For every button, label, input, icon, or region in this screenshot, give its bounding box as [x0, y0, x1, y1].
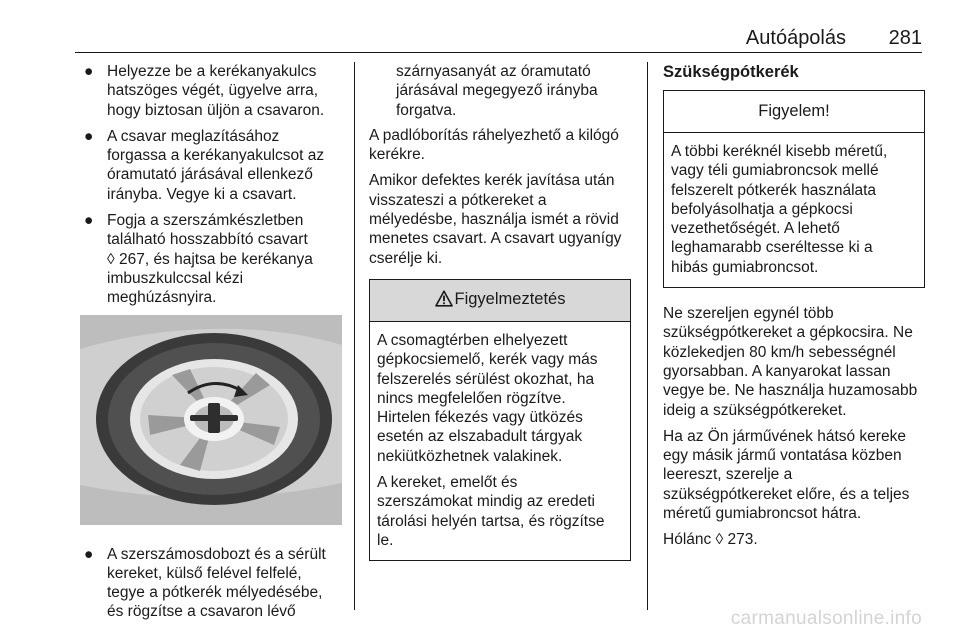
paragraph-line: Ha az Ön járművének hátsó kereke [663, 427, 906, 445]
warning-body [370, 322, 630, 560]
warning-paragraph [377, 473, 623, 550]
caution-header: Figyelem! [664, 91, 924, 133]
bullet-line: A csavar meglazításához [107, 127, 280, 145]
caution-line: befolyásolhatja a gépkocsi [671, 200, 853, 218]
continuation-line: járásával megegyező irányba [396, 82, 598, 100]
column-divider-left [354, 62, 355, 610]
bullet-line: imbuszkulccsal kézi [107, 269, 244, 287]
paragraph [663, 427, 925, 523]
bullet-marker: ● [84, 545, 94, 563]
column-divider-right [647, 62, 648, 610]
paragraph-line: mélyedésbe, használja ismét a rövid [369, 211, 619, 229]
subsection-heading: Szükségpótkerék [663, 63, 799, 81]
caution-box [663, 90, 925, 288]
bullet-line: meghúzásnyira. [107, 289, 217, 307]
warning-paragraph [377, 331, 623, 466]
bullet-line: kereket, külső felével felfelé, [107, 564, 302, 582]
bullet-line: hogy biztosan üljön a csavaron. [107, 101, 325, 119]
paragraph-line: Ne szereljen egynél több [663, 305, 834, 323]
bullet-line: óramutató járásával ellenkező [107, 166, 313, 184]
paragraph-line: vegye be. Ne használja huzamosabb [663, 382, 918, 400]
caution-line: leghamarabb cseréltesse ki a [671, 239, 873, 257]
caution-body [664, 133, 924, 287]
warning-line: A csomagtérben elhelyezett [377, 331, 568, 349]
caution-line: hibás gumiabroncsot. [671, 258, 819, 276]
spare-wheel-illustration [80, 315, 342, 525]
paragraph-line: Amikor defektes kerék javítása után [369, 172, 615, 190]
bullet-line: tegye a pótkerék mélyedésébe, [107, 584, 323, 602]
header-rule [75, 52, 922, 53]
paragraph-line: cserélje ki. [369, 249, 443, 267]
watermark: carmanualsonline.info [730, 608, 922, 629]
paragraph [369, 126, 631, 165]
bullet-item [80, 62, 342, 120]
column-3 [663, 62, 925, 557]
paragraph-line: menetes csavart. A csavart ugyanígy [369, 230, 622, 248]
page-header [0, 0, 960, 54]
paragraph-line: gyorsabban. A kanyarokat lassan [663, 362, 891, 380]
bullet-line: irányba. Vegye ki a csavart. [107, 185, 297, 203]
bullet-line: hatszöges végét, ügyelve arra, [107, 82, 319, 100]
paragraph-line: közlekedjen 80 km/h sebességnél [663, 343, 896, 361]
paragraph [663, 304, 925, 420]
bullet-line-page-ref[interactable]: ◊ 267, és hajtsa be kerékanya [107, 250, 313, 268]
paragraph-line: szükségpótkereket a gépkocsira. Ne [663, 324, 913, 342]
page-number: 281 [888, 27, 922, 49]
warning-line: esetén az elszabadult tárgyak [377, 428, 583, 446]
paragraph-line: ideig a szükségpótkereket. [663, 401, 847, 419]
bullet-line: Fogja a szerszámkészletben [107, 212, 304, 230]
warning-line: nincs megfelelően rögzítve. [377, 389, 566, 407]
bullet-marker: ● [84, 127, 94, 145]
bullet-line: található hosszabbító csavart [107, 231, 308, 249]
warning-line: tárolási helyén tartsa, és rögzítse [377, 512, 605, 530]
paragraph-line: kerékre. [369, 146, 425, 164]
warning-line: le. [377, 531, 394, 549]
paragraph [369, 171, 631, 267]
warning-triangle-icon [435, 290, 453, 312]
paragraph-line: visszateszi a pótkereket a [369, 191, 547, 209]
caution-line: vagy téli gumiabroncsok mellé [671, 162, 879, 180]
warning-line: nekiütközhetnek valakinek. [377, 447, 563, 465]
caution-line: felszerelt pótkerék használata [671, 181, 877, 199]
bullet-line: forgassa a kerékanyakulcsot az [107, 147, 325, 165]
spare-wheel-photo [80, 315, 342, 525]
warning-box [369, 279, 631, 561]
warning-line: szerszámokat mindig az eredeti [377, 493, 595, 511]
warning-line: Hirtelen fékezés vagy ütközés [377, 409, 583, 427]
paragraph-line: A padlóborítás ráhelyezhető a kilógó [369, 126, 619, 144]
continuation-line: szárnyasanyát az óramutató [396, 63, 591, 80]
bullet-marker: ● [84, 212, 94, 230]
bullet-item [80, 127, 342, 204]
warning-line: gépkocsiemelő, kerék vagy más [377, 351, 598, 369]
bullet-item [80, 211, 342, 307]
paragraph-line: leereszt, szerelje a [663, 466, 793, 484]
bullet-line: és rögzítse a csavaron lévő [107, 603, 296, 621]
caution-line: A többi keréknél kisebb méretű, [671, 143, 888, 160]
warning-title: Figyelmeztetés [454, 289, 566, 308]
bullet-continuation [369, 62, 631, 120]
paragraph-line: egy másik jármű vontatása közben [663, 447, 902, 465]
bullet-line: Helyezze be a kerékanyakulcs [107, 63, 317, 80]
paragraph [663, 530, 925, 549]
paragraph-line: méretű gumiabroncsot hátra. [663, 505, 862, 523]
warning-header [370, 280, 630, 322]
warning-line: felszerelés sérülést okozhat, ha [377, 370, 595, 388]
bullet-line: A szerszámosdobozt és a sérült [107, 545, 326, 563]
section-title: Autóápolás [745, 27, 846, 49]
caution-paragraph [671, 142, 917, 277]
bullet-marker: ● [84, 63, 94, 80]
warning-line: A kereket, emelőt és [377, 474, 518, 492]
continuation-line: forgatva. [396, 101, 457, 119]
caution-line: vezethetőségét. A lehető [671, 220, 840, 238]
column-2 [369, 62, 631, 561]
column-1 [80, 62, 342, 629]
snow-chain-page-ref[interactable]: Hólánc ◊ 273. [663, 531, 758, 549]
paragraph-line: szükségpótkereket előre, és a teljes [663, 485, 910, 503]
